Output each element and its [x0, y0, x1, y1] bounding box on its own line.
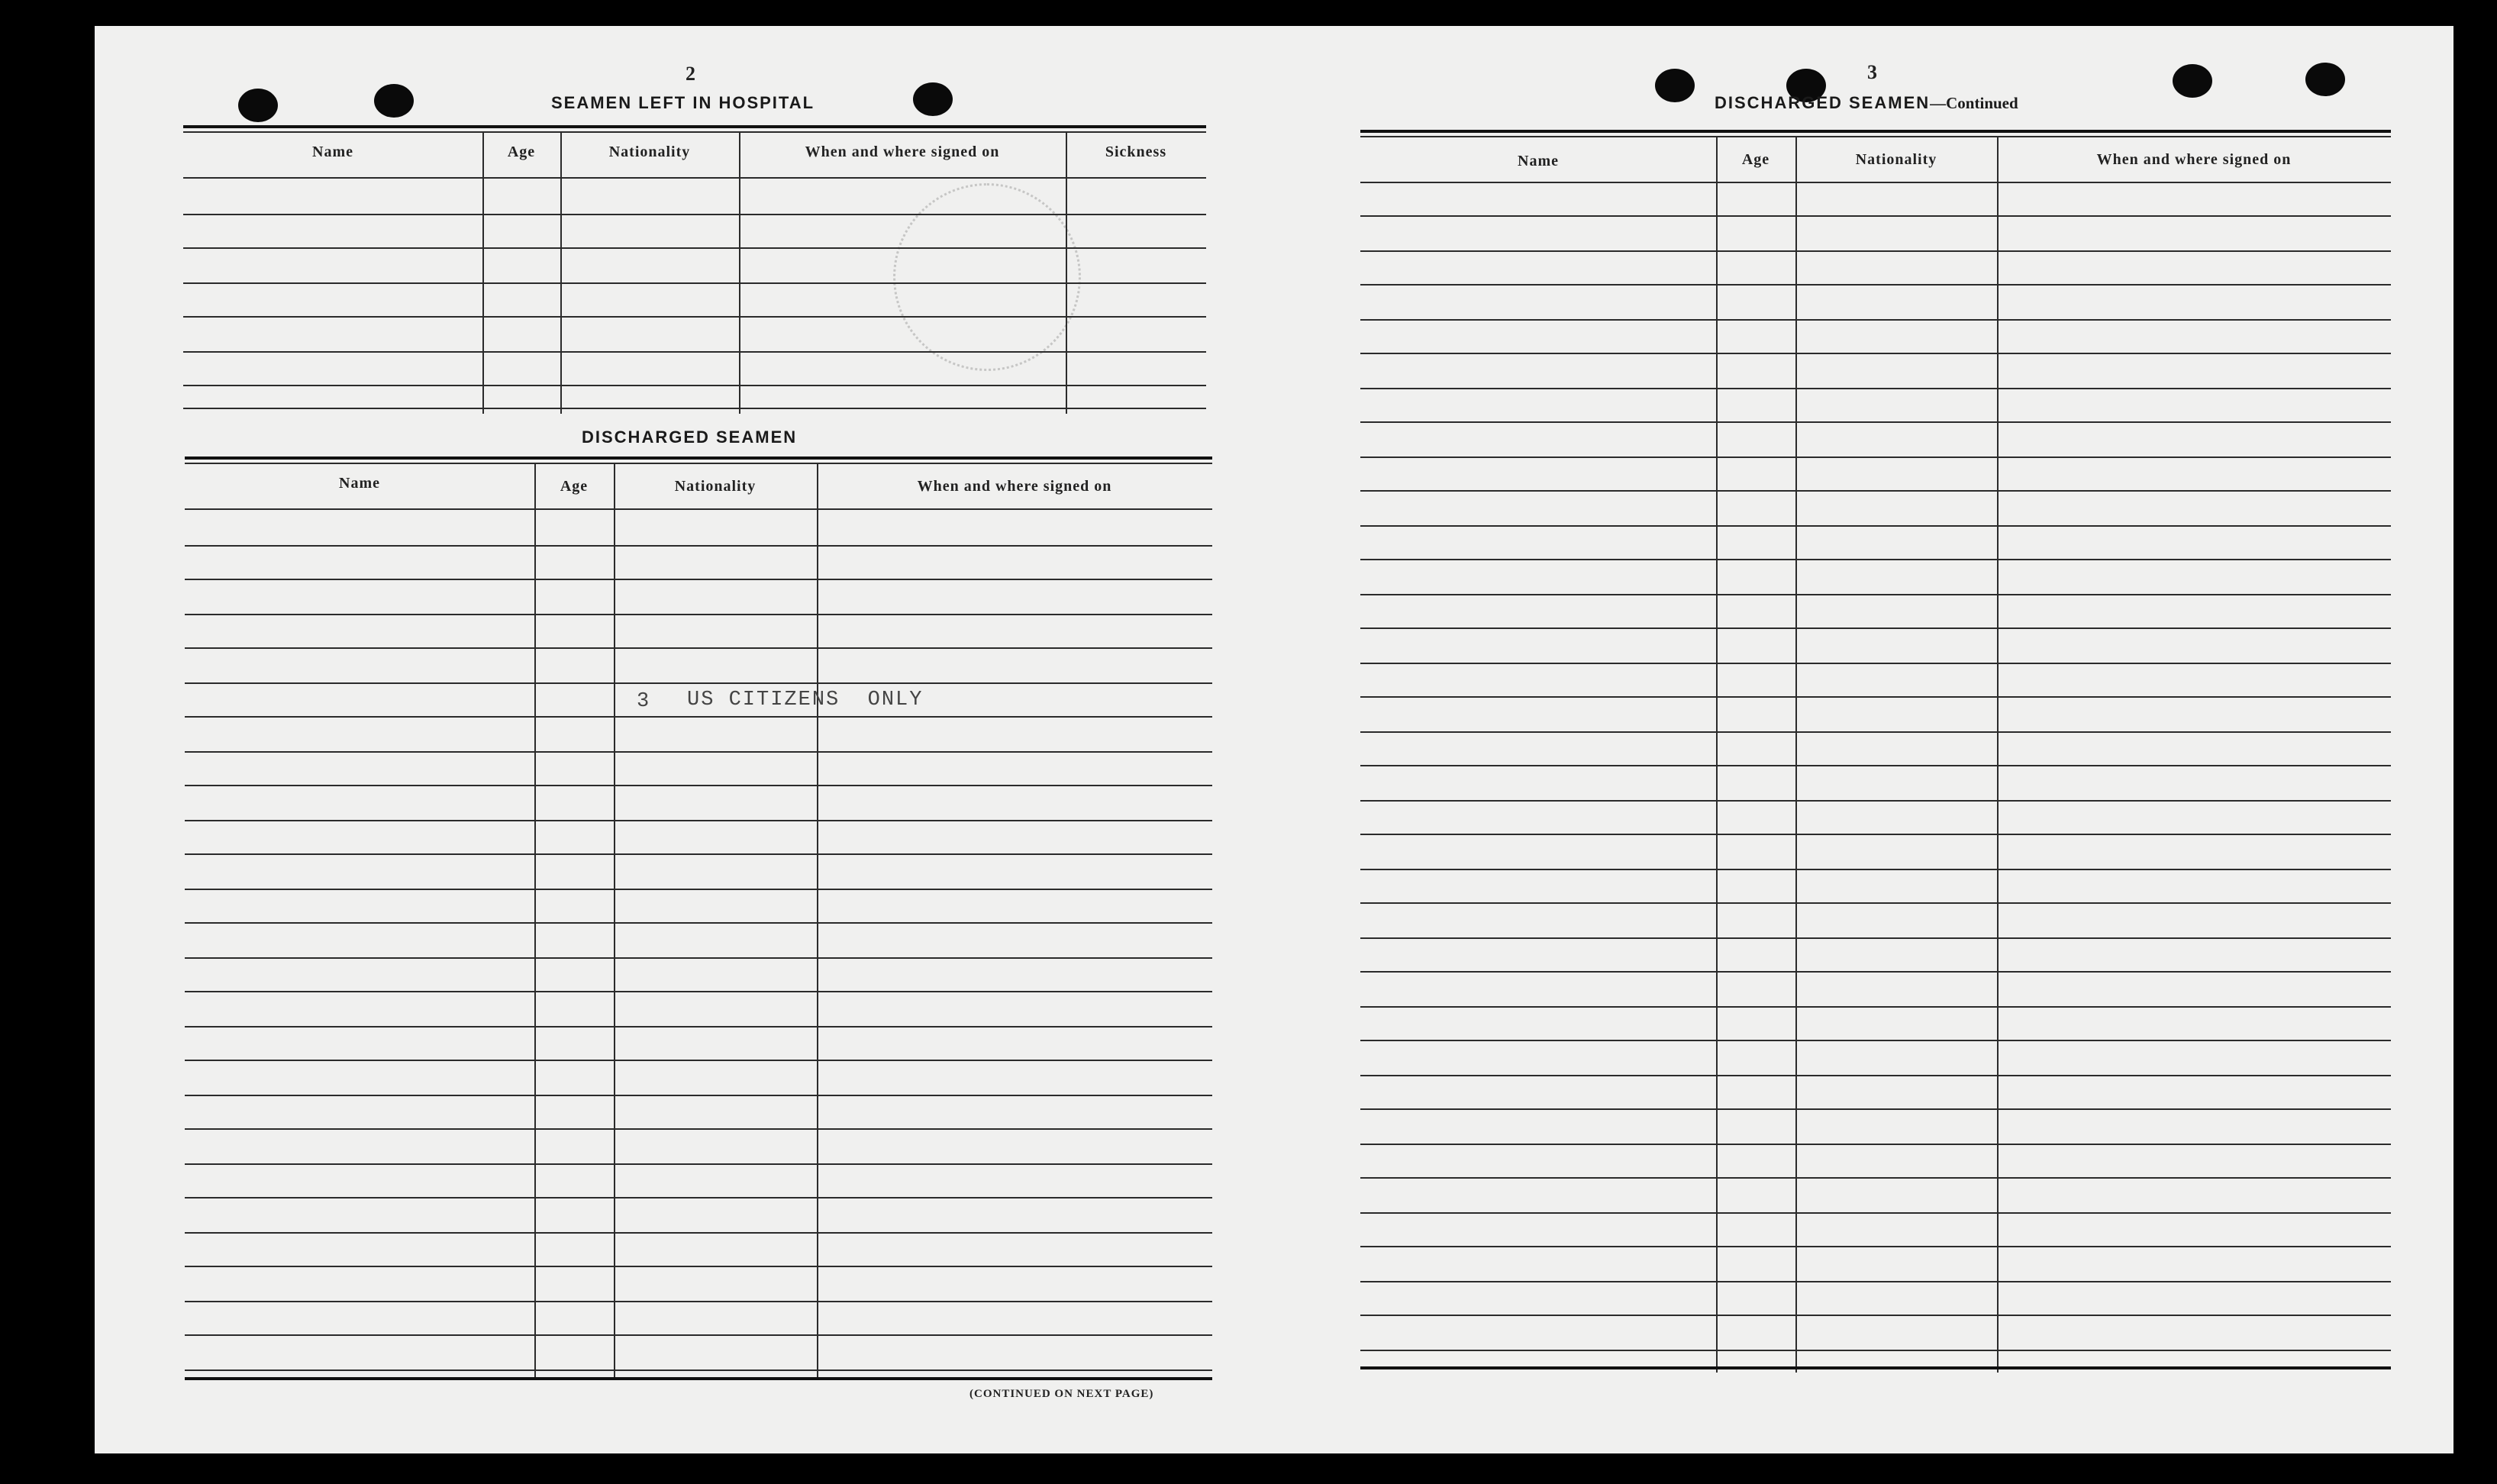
- punch-hole: [374, 84, 414, 118]
- col-header-age: Age: [507, 144, 536, 160]
- col-header-signed-on: When and where signed on: [917, 478, 1112, 495]
- col-header-signed-on: When and where signed on: [805, 144, 1000, 160]
- punch-hole: [238, 89, 278, 122]
- col-header-name: Name: [1518, 153, 1559, 169]
- title-main: DISCHARGED SEAMEN: [1715, 93, 1931, 112]
- col-header-nationality: Nationality: [1855, 151, 1937, 168]
- col-header-name: Name: [339, 475, 380, 492]
- discharged-continued-title: [1715, 93, 2018, 113]
- col-header-sickness: Sickness: [1105, 144, 1167, 160]
- punch-hole: [2305, 63, 2345, 96]
- discharged-table: [185, 456, 1212, 1382]
- continued-footer: (CONTINUED ON NEXT PAGE): [969, 1388, 1154, 1400]
- hospital-section-title: SEAMEN LEFT IN HOSPITAL: [551, 93, 815, 112]
- punch-hole: [2173, 64, 2212, 98]
- page-number-left: 2: [686, 63, 695, 85]
- col-header-signed-on: When and where signed on: [2096, 151, 2292, 168]
- hospital-table: [183, 125, 1206, 415]
- col-header-age: Age: [560, 478, 589, 495]
- discharged-continued-table: [1360, 130, 2391, 1374]
- typed-count: 3: [637, 690, 651, 713]
- typed-note: US CITIZENS ONLY: [687, 689, 924, 711]
- col-header-nationality: Nationality: [674, 478, 757, 495]
- punch-hole: [913, 82, 953, 116]
- discharged-section-title: DISCHARGED SEAMEN: [582, 427, 798, 447]
- page-number-right: 3: [1867, 61, 1877, 83]
- col-header-name: Name: [312, 144, 353, 160]
- title-suffix: —Continued: [1930, 94, 2018, 112]
- col-header-nationality: Nationality: [608, 144, 691, 160]
- punch-hole: [1655, 69, 1695, 102]
- col-header-age: Age: [1741, 151, 1770, 168]
